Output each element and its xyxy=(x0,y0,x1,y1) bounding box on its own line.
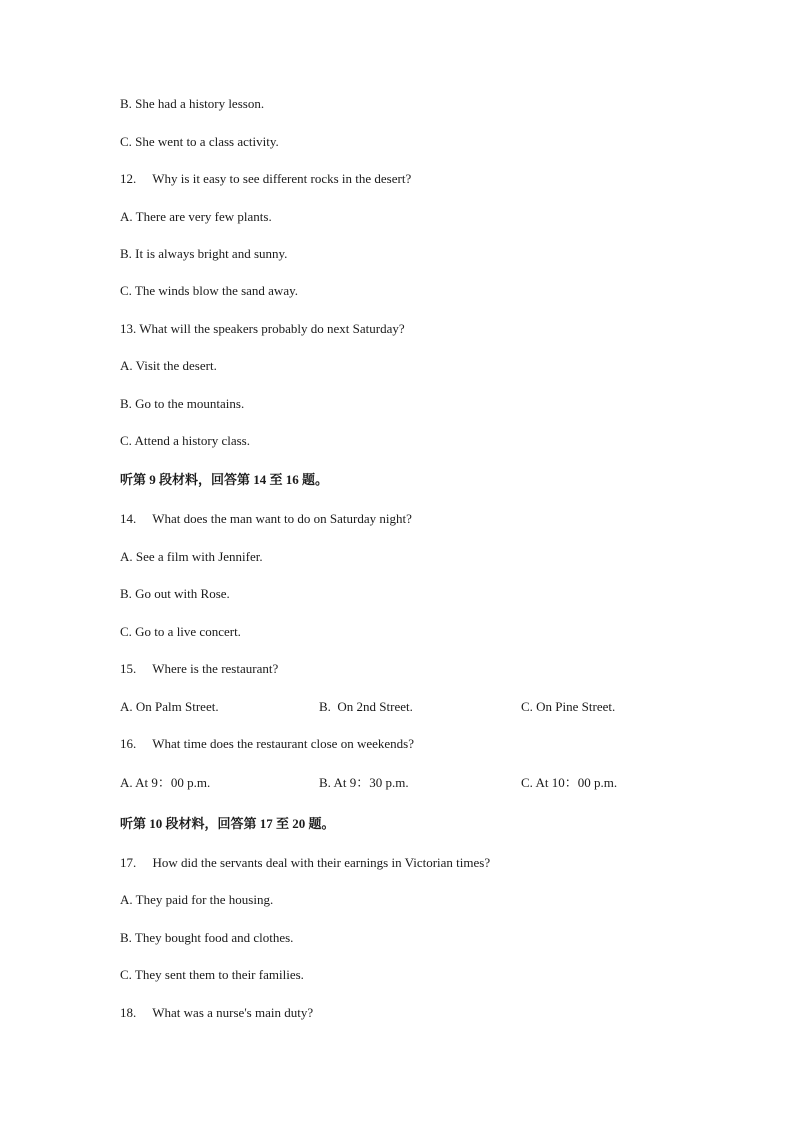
q17-question: 17. How did the servants deal with their earnings in Victorian times? xyxy=(120,855,491,870)
q16-option-c: C. At 10：00 p.m. xyxy=(521,775,618,790)
q13-option-c: C. Attend a history class. xyxy=(120,433,250,448)
q12-option-a: A. There are very few plants. xyxy=(120,209,272,224)
q15-question: 15. Where is the restaurant? xyxy=(120,661,279,676)
q14-question: 14. What does the man want to do on Saturday night? xyxy=(120,511,412,526)
q16-option-b: B. At 9：30 p.m. xyxy=(319,775,409,790)
q12-question: 12. Why is it easy to see different rocks in the desert? xyxy=(120,171,412,186)
q15-option-c: C. On Pine Street. xyxy=(521,699,616,714)
q16-question: 16. What time does the restaurant close on weekends? xyxy=(120,736,414,751)
q12-option-c: C. The winds blow the sand away. xyxy=(120,283,299,298)
q18-question: 18. What was a nurse's main duty? xyxy=(120,1005,314,1020)
q16-option-a: A. At 9：00 p.m. xyxy=(120,775,211,790)
q14-option-b: B. Go out with Rose. xyxy=(120,586,230,601)
q13-option-a: A. Visit the desert. xyxy=(120,358,217,373)
q14-option-c: C. Go to a live concert. xyxy=(120,624,241,639)
section-heading-9: 听第 9 段材料，回答第 14 至 16 题。 xyxy=(120,472,329,487)
q15-option-b: B. On 2nd Street. xyxy=(319,699,413,714)
q12-option-b: B. It is always bright and sunny. xyxy=(120,246,288,261)
q17-option-b: B. They bought food and clothes. xyxy=(120,930,294,945)
q13-question: 13. What will the speakers probably do next Saturday? xyxy=(120,321,405,336)
q15-option-a: A. On Palm Street. xyxy=(120,699,219,714)
q13-option-b: B. Go to the mountains. xyxy=(120,396,245,411)
section-heading-10: 听第 10 段材料，回答第 17 至 20 题。 xyxy=(120,816,335,831)
q11-option-c: C. She went to a class activity. xyxy=(120,134,279,149)
q17-option-a: A. They paid for the housing. xyxy=(120,892,274,907)
q11-option-b: B. She had a history lesson. xyxy=(120,96,265,111)
q17-option-c: C. They sent them to their families. xyxy=(120,967,304,982)
q14-option-a: A. See a film with Jennifer. xyxy=(120,549,263,564)
